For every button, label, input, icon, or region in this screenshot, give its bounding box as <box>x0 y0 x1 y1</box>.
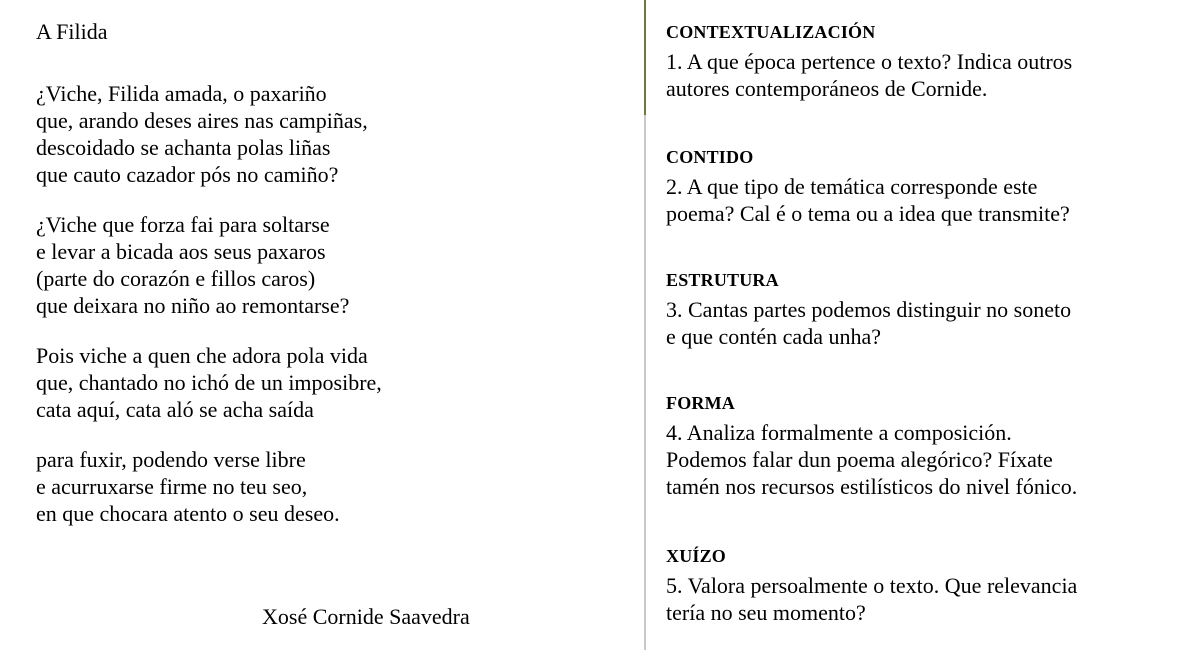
poem-verse: que cauto cazador pós no camiño? <box>36 162 339 187</box>
poem-verse: que, arando deses aires nas campiñas, <box>36 108 368 133</box>
question-text <box>666 48 1196 102</box>
poem-verse: (parte do corazón e fillos caros) <box>36 266 316 291</box>
poem-stanza-4 <box>36 446 616 527</box>
question-section-xuizo <box>666 544 1196 626</box>
question-section-forma <box>666 391 1196 500</box>
poem-stanza-2 <box>36 211 616 319</box>
poem-author: Xosé Cornide Saavedra <box>262 604 470 629</box>
question-text <box>666 296 1196 350</box>
question-line: 3. Cantas partes podemos distinguir no soneto <box>666 297 1072 322</box>
poem-stanza-1 <box>36 80 616 188</box>
poem-stanza-3 <box>36 342 616 423</box>
question-line: autores contemporáneos de Cornide. <box>666 76 988 101</box>
question-line: 2. A que tipo de temática corresponde este <box>666 174 1038 199</box>
poem-verse: e levar a bicada aos seus paxaros <box>36 239 326 264</box>
poem-column <box>36 18 616 547</box>
section-heading: CONTIDO <box>666 147 754 167</box>
question-section-contido <box>666 145 1196 227</box>
question-text <box>666 419 1196 500</box>
poem-verse: ¿Viche, Filida amada, o paxariño <box>36 81 327 106</box>
poem-verse: e acurruxarse firme no teu seo, <box>36 474 308 499</box>
question-text <box>666 173 1196 227</box>
poem-verse: que deixara no niño ao remontarse? <box>36 293 350 318</box>
question-text <box>666 572 1196 626</box>
question-line: poema? Cal é o tema ou a idea que transmite? <box>666 201 1070 226</box>
question-section-estrutura <box>666 268 1196 350</box>
question-line: 4. Analiza formalmente a composición. <box>666 420 1012 445</box>
poem-verse: Pois viche a quen che adora pola vida <box>36 343 368 368</box>
poem-verse: para fuxir, podendo verse libre <box>36 447 306 472</box>
poem-verse: ¿Viche que forza fai para soltarse <box>36 212 330 237</box>
question-line: 5. Valora persoalmente o texto. Que relevancia <box>666 573 1078 598</box>
question-line: Podemos falar dun poema alegórico? Fíxate <box>666 447 1053 472</box>
question-line: tamén nos recursos estilísticos do nivel fónico. <box>666 474 1078 499</box>
poem-verse: que, chantado no ichó de un imposibre, <box>36 370 382 395</box>
section-heading: FORMA <box>666 393 735 413</box>
poem-verse: descoidado se achanta polas liñas <box>36 135 331 160</box>
section-heading: ESTRUTURA <box>666 270 779 290</box>
section-heading: CONTEXTUALIZACIÓN <box>666 22 876 42</box>
poem-title: A Filida <box>36 19 108 44</box>
column-divider-accent <box>644 0 646 115</box>
poem-verse: cata aquí, cata aló se acha saída <box>36 397 314 422</box>
section-heading: XUÍZO <box>666 546 727 566</box>
question-line: 1. A que época pertence o texto? Indica outros <box>666 49 1073 74</box>
poem-verse: en que chocara atento o seu deseo. <box>36 501 340 526</box>
question-line: tería no seu momento? <box>666 600 866 625</box>
question-line: e que contén cada unha? <box>666 324 881 349</box>
question-section-contextualizacion <box>666 20 1196 102</box>
